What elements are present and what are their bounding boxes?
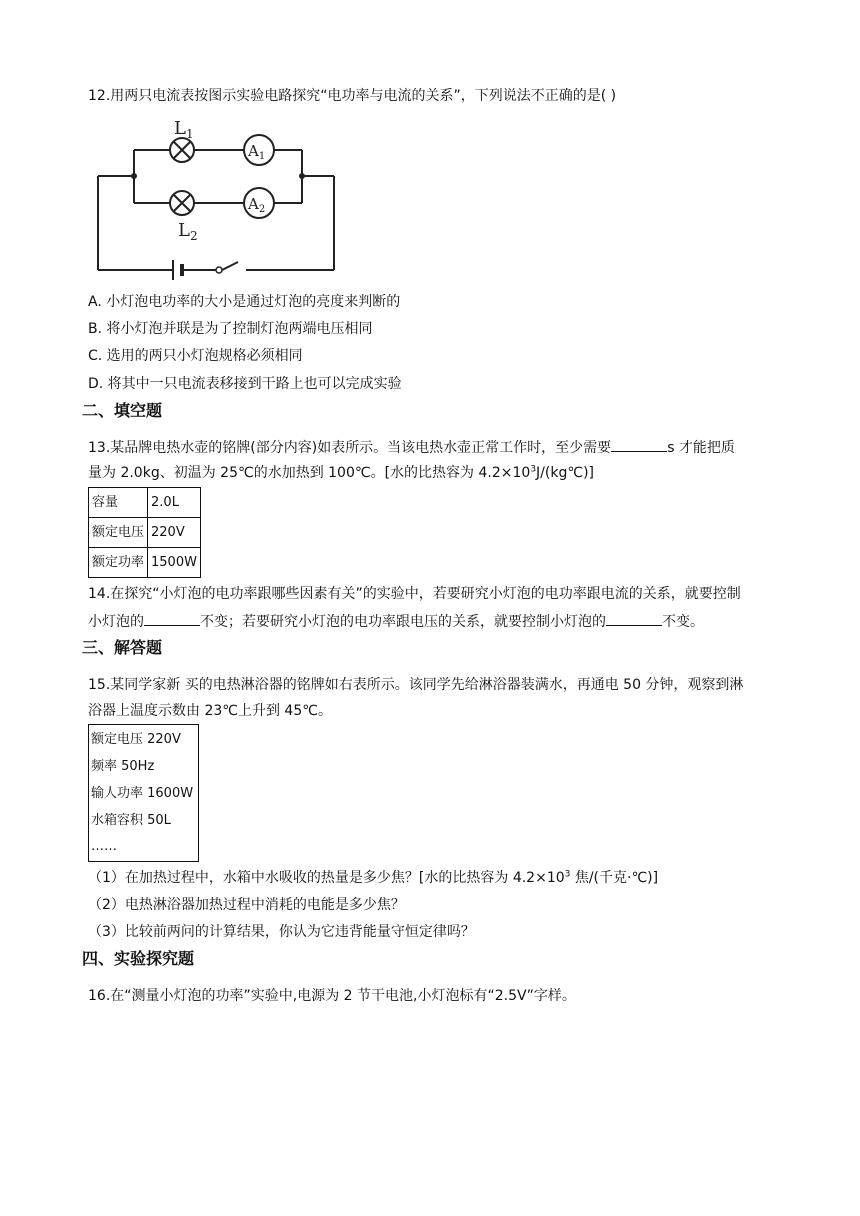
svg-text:A2: $A_2$ <box>248 195 266 215</box>
q15-line-1: 15.某同学家新 买的电热淋浴器的铭牌如右表所示。该同学先给淋浴器装满水，再通电 50 分钟，观察到淋 <box>88 677 744 693</box>
table-cell: 额定功率 <box>89 548 148 578</box>
q16-stem: 16.在“测量小灯泡的功率”实验中,电源为 2 节干电池,小灯泡标有“2.5V”字样。 <box>88 988 576 1004</box>
q12-option-c: C. 选用的两只小灯泡规格必须相同 <box>88 348 303 364</box>
ammeter-a2-symbol <box>244 188 274 218</box>
q15-nameplate-line: 额定电压 220V <box>91 732 181 747</box>
q14-text-c: 不变。 <box>662 614 704 630</box>
q13-text-d: J/(kg℃)] <box>536 465 594 481</box>
junction-right <box>299 173 305 179</box>
q13-line-2 <box>88 463 594 483</box>
table-row <box>89 488 201 518</box>
q15-nameplate-line: 频率 50Hz <box>91 759 155 774</box>
q15-nameplate-box <box>88 724 199 862</box>
svg-text:A1: $A_1$ <box>248 142 266 162</box>
table-cell: 220V <box>148 518 201 548</box>
junction-left <box>131 173 137 179</box>
parallel-circuit-diagram <box>96 114 346 284</box>
q14-line-1: 14.在探究“小灯泡的电功率跟哪些因素有关”的实验中，若要研究小灯泡的电功率跟电流的关系，就要控制 <box>88 586 741 602</box>
q15-nameplate-line: 水箱容积 50L <box>91 813 171 828</box>
lamp-l2-label: $L_2$ <box>178 220 198 243</box>
lamp-l1-label: $L_1$ <box>174 118 194 141</box>
battery-symbol <box>173 260 182 280</box>
q13-nameplate-table <box>88 487 201 578</box>
table-cell: 额定电压 <box>89 518 148 548</box>
lamp-l1-symbol <box>170 138 194 162</box>
q13-text-c: 量为 2.0kg、初温为 25℃的水加热到 100℃。[水的比热容为 4.2×10 <box>88 465 531 481</box>
q15-sub1-text-a: （1）在加热过程中，水箱中水吸收的热量是多少焦？[水的比热容为 4.2×10 <box>88 870 565 886</box>
q13-line-1 <box>88 437 735 458</box>
q15-sub-2: （2）电热淋浴器加热过程中消耗的电能是多少焦？ <box>88 897 405 913</box>
q14-text-b: 不变；若要研究小灯泡的电功率跟电压的关系，就要控制小灯泡的 <box>200 614 606 630</box>
section-fill-in-heading: 二、填空题 <box>82 401 163 420</box>
section-experiment-heading: 四、实验探究题 <box>82 949 195 968</box>
q15-sub-3: （3）比较前两问的计算结果，你认为它违背能量守恒定律吗？ <box>88 924 475 940</box>
table-row <box>89 518 201 548</box>
q15-sub1-exponent: 3 <box>564 869 571 880</box>
lamp-l2-symbol <box>170 191 194 215</box>
switch-symbol <box>216 267 222 273</box>
q15-sub-1 <box>88 868 658 888</box>
section-answer-heading: 三、解答题 <box>82 638 163 657</box>
q12-stem: 12.用两只电流表按图示实验电路探究“电功率与电流的关系”，下列说法不正确的是( ) <box>88 88 617 104</box>
q13-exponent: 3 <box>530 464 537 475</box>
q14-line-2 <box>88 611 704 632</box>
q15-line-2: 浴器上温度示数由 23℃上升到 45℃。 <box>88 703 332 719</box>
table-cell: 1500W <box>148 548 201 578</box>
ammeter-a1-symbol <box>244 135 274 165</box>
q12-option-a: A. 小灯泡电功率的大小是通过灯泡的亮度来判断的 <box>88 294 401 310</box>
table-cell: 2.0L <box>148 488 201 518</box>
table-cell: 容量 <box>89 488 148 518</box>
q12-option-b: B. 将小灯泡并联是为了控制灯泡两端电压相同 <box>88 321 373 337</box>
q15-sub1-text-b: 焦/(千克·℃)] <box>570 870 659 886</box>
q15-nameplate-line: …… <box>91 839 117 854</box>
q14-text-a: 小灯泡的 <box>88 614 144 630</box>
q13-text-a: 13.某品牌电热水壶的铭牌(部分内容)如表所示。当该电热水壶正常工作时，至少需要 <box>88 440 612 456</box>
q14-blank-1[interactable] <box>144 611 200 626</box>
q13-answer-blank[interactable] <box>611 437 667 452</box>
q14-blank-2[interactable] <box>606 611 662 626</box>
q15-nameplate-line: 输人功率 1600W <box>91 786 194 801</box>
q12-option-d: D. 将其中一只电流表移接到干路上也可以完成实验 <box>88 376 402 392</box>
q13-text-b: s 才能把质 <box>667 440 735 456</box>
table-row <box>89 548 201 578</box>
